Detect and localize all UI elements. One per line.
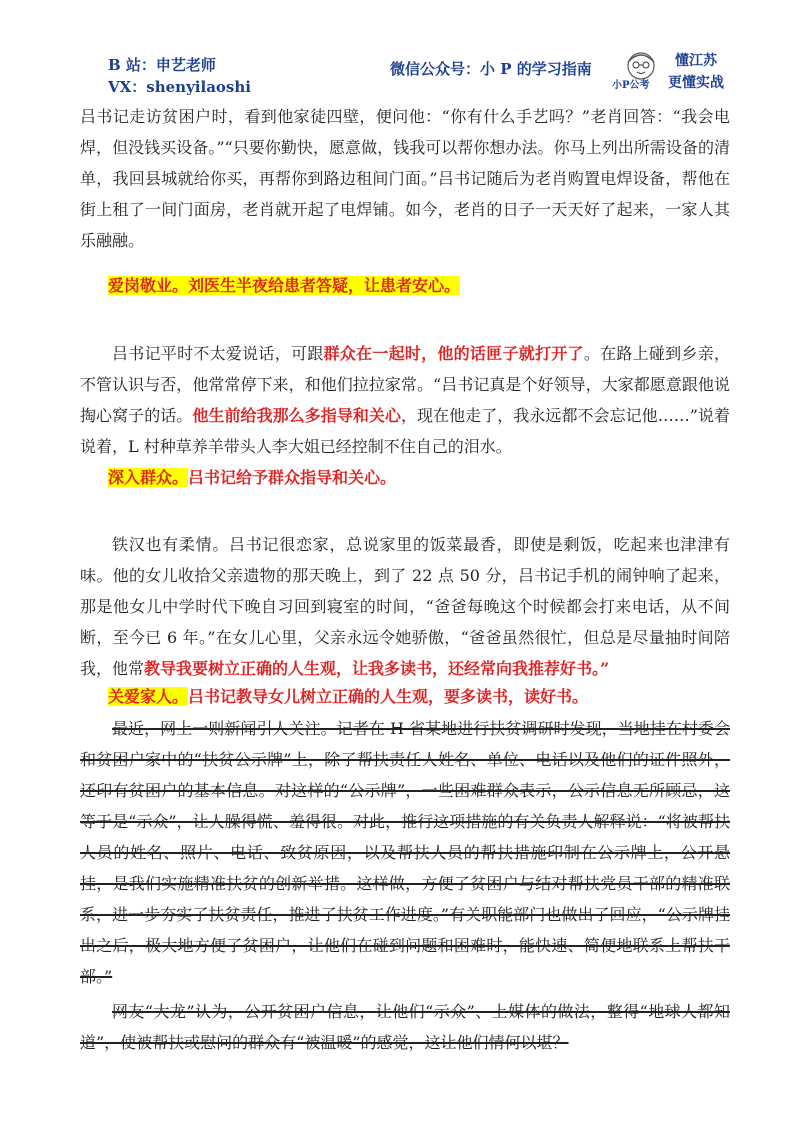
highlight-1-mark: 爱岗敬业。刘医生半夜给患者答疑，让患者安心。 [108,276,461,295]
paragraph-3: 铁汉也有柔情。吕书记很恋家，总说家里的饭菜最香，即使是剩饭，吃起来也津津有味。他的女儿收拾父亲遗物的那天晚上，到了 22 点 50 分，吕书记手机的闹钟响了起来，那是他女儿中学时代下晚自习回到寝室的时间，“爸爸每晚这个时候都会打来电话，从不间断，至今已 6 年。”在女儿心里，父亲永远令她骄傲，“爸爸虽然很忙，但总是尽量抽时间陪我，他常教导我要树立正确的人生观，让我多读书，还经常向我推荐好书。” [80,535,730,678]
slogan-line-1: 懂江苏 [675,53,717,69]
header-left [108,54,251,98]
paragraph-2: 吕书记平时不太爱说话，可跟群众在一起时，他的话匣子就打开了。在路上碰到乡亲，不管认识与否，他常常停下来，和他们拉拉家常。“吕书记真是个好领导，大家都愿意跟他说掏心窝子的话。他生前给我那么多指导和关心，现在他走了，我永远都不会忘记他……”说着说着，L 村种草养羊带头人李大姐已经控制不住自己的泪水。 [80,344,730,456]
highlight-1 [108,270,460,301]
highlight-2-mark: 深入群众。 [108,468,189,487]
highlight-3 [108,681,588,712]
vx-label: VX：shenyilaoshi [108,78,251,96]
slogan [668,50,724,94]
paragraph-4-struck: 最近，网上一则新闻引人关注。记者在 H 省某地进行扶贫调研时发现，当地挂在村委会和贫困户家中的“扶贫公示牌”上，除了帮扶责任人姓名、单位、电话以及他们的证件照外，还印有贫困户的基本信息。对这样的“公示牌”，一些困难群众表示，公示信息无所顾忌，这等于是“示众”，让人臊得慌、羞得很。对此，推行这项措施的有关负责人解释说：“将被帮扶人员的姓名、照片、电话、致贫原因，以及帮扶人员的帮扶措施印制在公示牌上，公开悬挂，是我们实施精准扶贫的创新举措。这样做，方便了贫困户与结对帮扶党员干部的精准联系，进一步夯实了扶贫责任，推进了扶贫工作进度。”有关职能部门也做出了回应，“公示牌挂出之后，极大地方便了贫困户，让他们在碰到问题和困难时，能快速、简便地联系上帮扶干部。” [80,719,730,986]
slogan-line-2: 更懂实战 [668,75,724,91]
paragraph-5-struck: 网友“大龙”认为，公开贫困户信息，让他们“示众”、上媒体的做法，整得“地球人都知道”，使被帮扶或慰问的群众有“被温暖”的感觉，这让他们情何以堪？ [80,1002,730,1052]
highlight-3-rest: 吕书记教导女儿树立正确的人生观，要多读书，读好书。 [188,687,589,706]
logo-caption: 小P公考 [612,80,650,91]
paragraph-1: 吕书记走访贫困户时，看到他家徒四壁，便问他：“你有什么手艺吗？”老肖回答：“我会电焊，但没钱买设备。”“只要你勤快，愿意做，钱我可以帮你想办法。你马上列出所需设备的清单，我回县城就给你买，再帮你到路边租间门面。”吕书记随后为老肖购置电焊设备，帮他在街上租了一间门面房，老肖就开起了电焊铺。如今，老肖的日子一天天好了起来，一家人其乐融融。 [80,107,730,250]
bilibili-label: B 站：申艺老师 [108,56,216,74]
highlight-2-rest: 吕书记给予群众指导和关心。 [188,468,397,487]
highlight-2 [108,462,396,493]
highlight-3-mark: 关爱家人。 [108,687,189,706]
wechat-label: 微信公众号：小 P 的学习指南 [390,60,592,78]
